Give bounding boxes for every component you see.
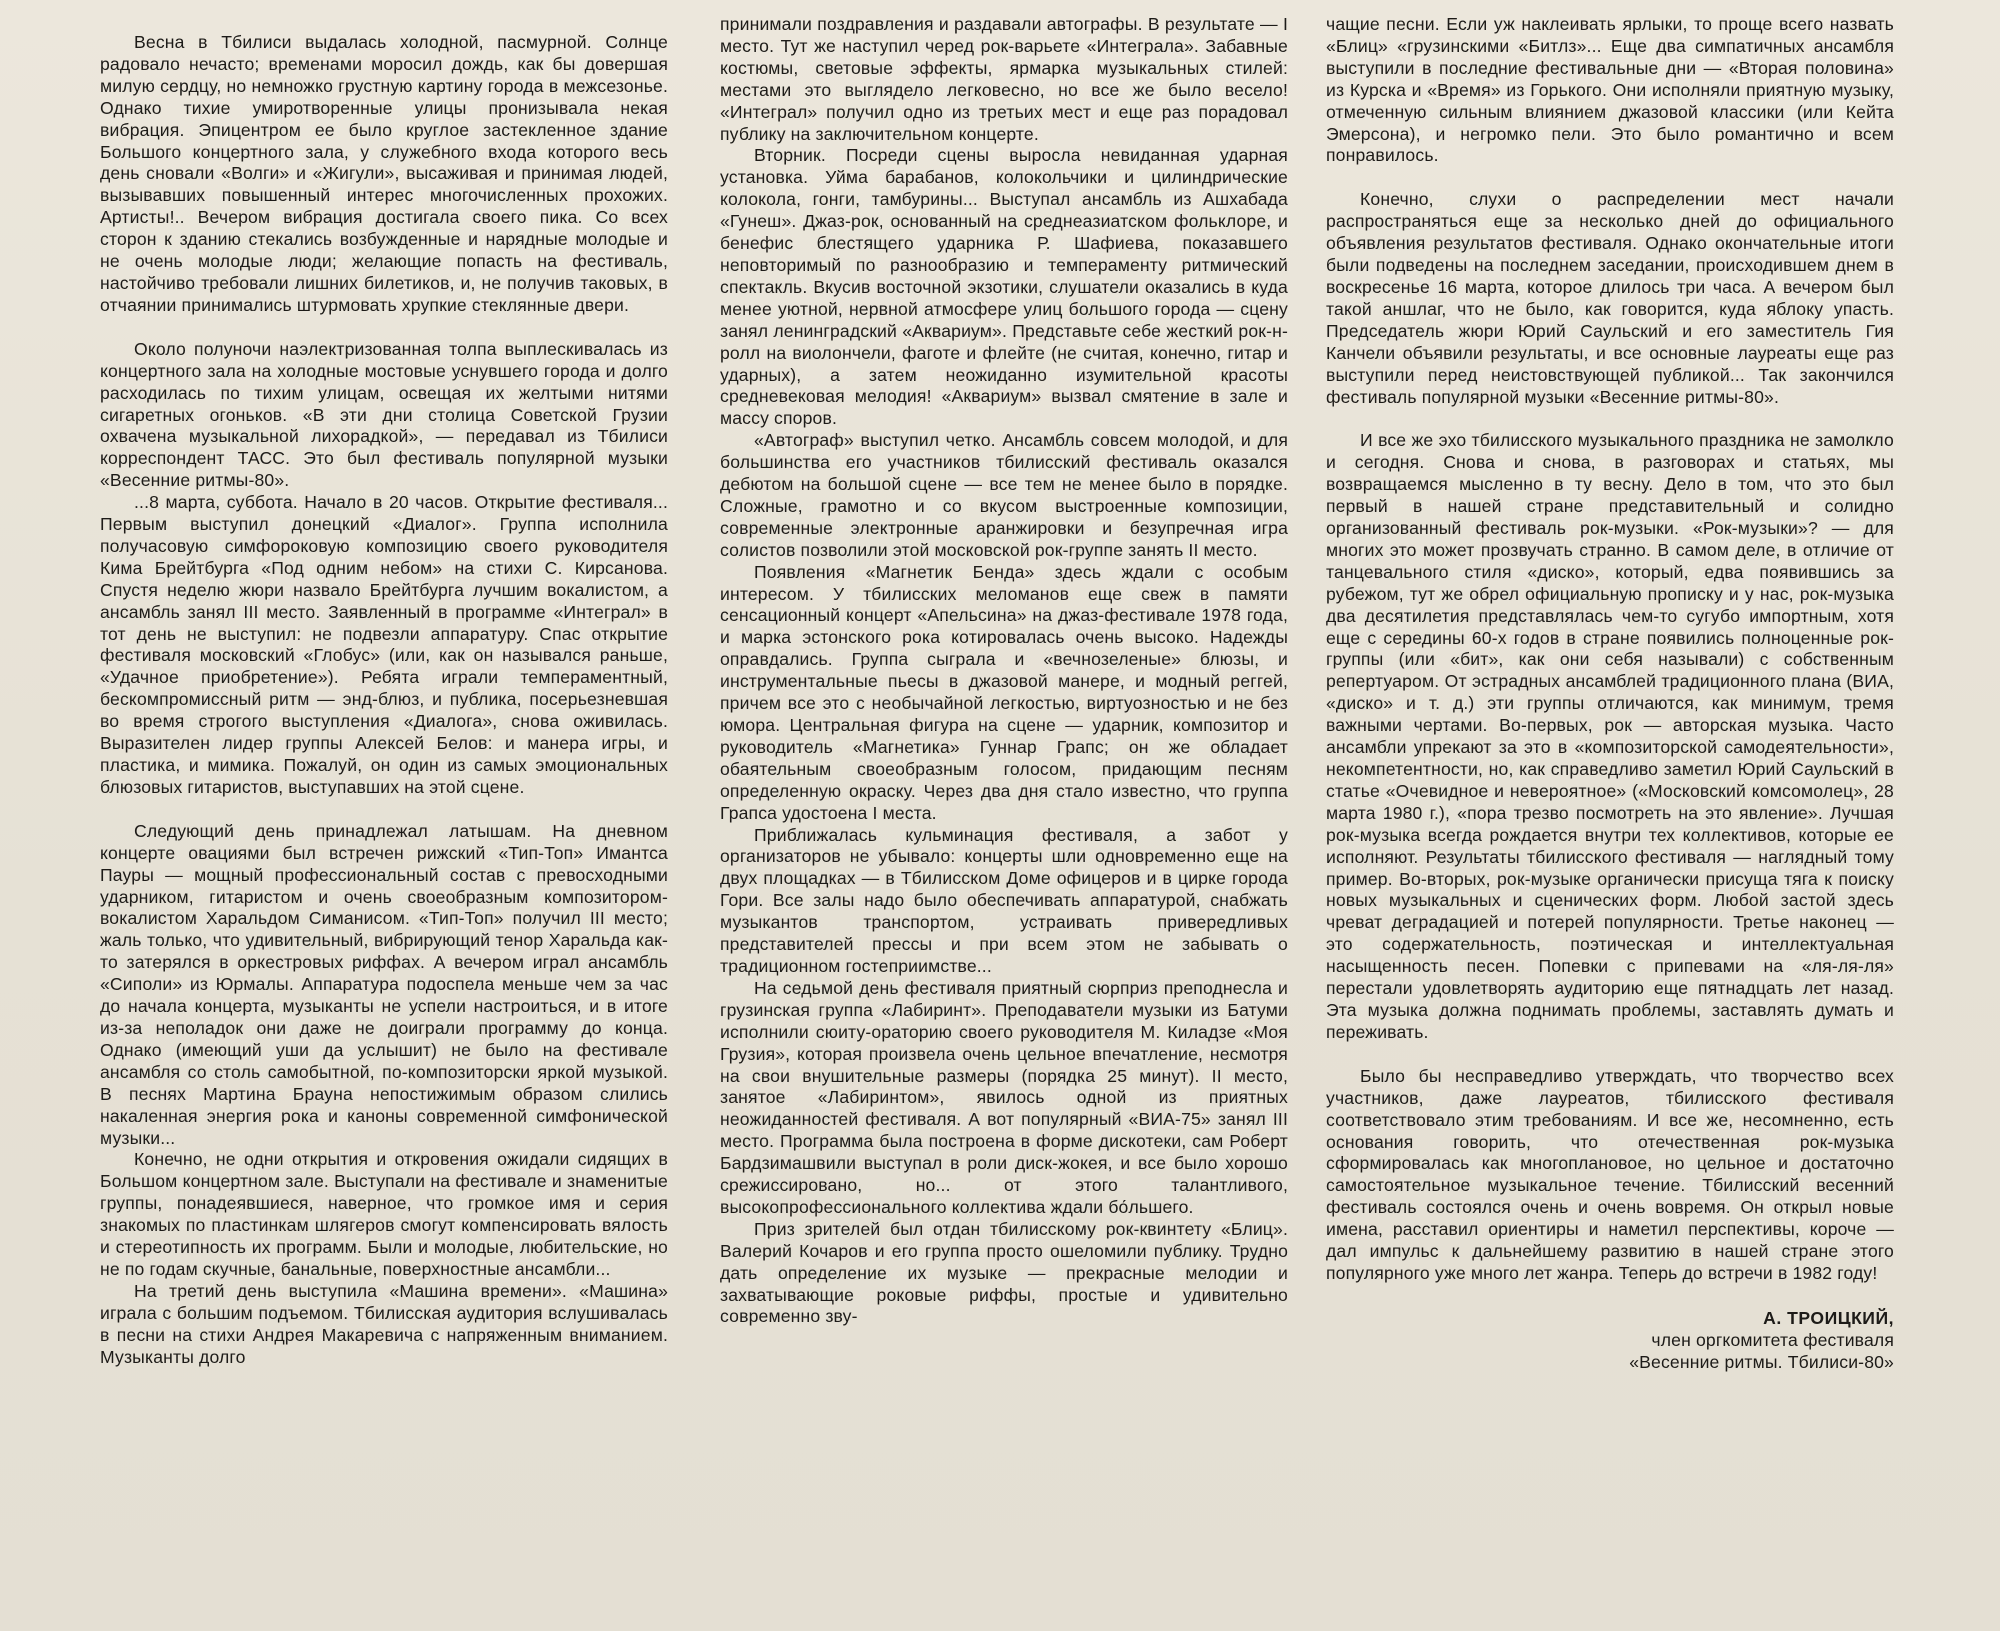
text-column-1 — [100, 32, 668, 1368]
paragraph: Появления «Магнетик Бенда» здесь ждали с особым интересом. У тбилисских меломанов еще свеж в памяти сенсационный концерт «Апельсина» на джаз-фестивале 1978 года, и марка эстонского рока котировалась очень высоко. Надежды оправдались. Группа сыграла и «вечнозеленые» блюзы, и инструментальные пьесы в джазовой манере, и модный реггей, причем все это с необычайной легкостью, виртуозностью и не без юмора. Центральная фигура на сцене — ударник, композитор и руководитель «Магнетика» Гуннар Грапс; он же обладает обаятельным своеобразным голосом, придающим песням определенную окраску. Через два дня стало известно, что группа Грапса удостоена I места. — [720, 561, 1288, 823]
paragraph: Весна в Тбилиси выдалась холодной, пасмурной. Солнце радовало нечасто; временами моросил дождь, как бы довершая милую сердцу, но немножко грустную картину города в межсезонье. Однако тихие умиротворенные улицы пронизывала некая вибрация. Эпицентром ее было круглое застекленное здание Большого концертного зала, у служебного входа которого весь день сновали «Волги» и «Жигули», высаживая и принимая людей, вызывавших повышенный интерес многочисленных прохожих. Артисты!.. Вечером вибрация достигала своего пика. Со всех сторон к зданию стекались возбужденные и нарядные молодые и не очень молодые люди; желающие попасть на фестиваль, настойчиво требовали лишних билетиков, и, не получив таковых, в отчаянии принимались штурмовать хрупкие стеклянные двери. — [100, 32, 668, 315]
text-column-2 — [720, 14, 1288, 1328]
paragraph: Приближалась кульминация фестиваля, а забот у организаторов не убывало: концерты шли одновременно еще на двух площадках — в Тбилисском Доме офицеров и в цирке города Гори. Все залы надо было обеспечивать аппаратурой, снабжать музыкантов транспортом, устраивать привередливых представителей прессы и при всем этом не забывать о традиционном гостеприимстве... — [720, 824, 1288, 976]
festival-name: «Весенние ритмы. Тбилиси-80» — [1629, 1351, 1894, 1372]
paragraph: Около полуночи наэлектризованная толпа выплескивалась из концертного зала на холодные мостовые уснувшего города и долго расходилась по тихим улицам, освещая их желтыми нитями сигаретных огоньков. «В эти дни столица Советской Грузии охвачена музыкальной лихорадкой», — передавал из Тбилиси корреспондент ТАСС. Это был фестиваль популярной музыки «Весенние ритмы-80». — [100, 338, 668, 491]
author-role: член оргкомитета фестиваля — [1651, 1329, 1894, 1350]
text-column-3 — [1326, 14, 1894, 1373]
paragraph: На третий день выступила «Машина времени». «Машина» играла с большим подъемом. Тбилисская аудитория вслушивалась в песни на стихи Андрея Макаревича с напряженным вниманием. Музыканты долго — [100, 1280, 668, 1367]
paragraph: ...8 марта, суббота. Начало в 20 часов. Открытие фестиваля... Первым выступил донецкий «Диалог». Группа исполнила получасовую симфороковую композицию своего руководителя Кима Брейтбурга «Под одним небом» на стихи С. Кирсанова. Спустя неделю жюри назвало Брейтбурга лучшим вокалистом, а ансамбль занял III место. Заявленный в программе «Интеграл» в тот день не выступил: не подвезли аппаратуру. Спас открытие фестиваля московский «Глобус» (или, как он назывался раньше, «Удачное приобретение»). Ребята играли темпераментный, бескомпромиссный ритм — энд-блюз, и публика, посерьезневшая во время строгого выступления «Диалога», снова оживилась. Выразителен лидер группы Алексей Белов: и манера игры, и пластика, и мимика. Пожалуй, он один из самых эмоциональных блюзовых гитаристов, выступавших на этой сцене. — [100, 492, 668, 797]
paragraph: принимали поздравления и раздавали автографы. В результате — I место. Тут же наступил черед рок-варьете «Интеграла». Забавные костюмы, световые эффекты, ярмарка музыкальных стилей: местами это выглядело легковесно, но все же было весело! «Интеграл» получил одно из третьих мест и еще раз порадовал публику на заключительном концерте. — [720, 14, 1288, 144]
paragraph: Вторник. Посреди сцены выросла невиданная ударная установка. Уйма барабанов, колокольчики и цилиндрические колокола, гонги, тамбурины... Выступал ансамбль из Ашхабада «Гунеш». Джаз-рок, основанный на среднеазиатском фольклоре, и бенефис блестящего ударника Р. Шафиева, показавшего неповторимый по разнообразию и темпераменту ритмический спектакль. Вкусив восточной экзотики, слушатели оказались в куда менее уютной, нервной атмосфере улиц большого города — сцену занял ленинградский «Аквариум». Представьте себе жесткий рок-н-ролл на виолончели, фаготе и флейте (не считая, конечно, гитар и ударных), а затем неожиданно изумительной красоты средневековая мелодия! «Аквариум» вызвал смятение в зале и массу споров. — [720, 145, 1288, 429]
paragraph: И все же эхо тбилисского музыкального праздника не замолкло и сегодня. Снова и снова, в разговорах и статьях, мы возвращаемся мысленно в ту весну. Дело в том, что это был первый в нашей стране представительный и солидно организованный фестиваль рок-музыки. «Рок-музыки»? — для многих это может прозвучать странно. В самом деле, в отличие от танцевального стиля «диско», который, едва появившись за рубежом, тут же обрел официальную прописку и у нас, рок-музыка два десятилетия представлялась чем-то сугубо импортным, хотя еще с середины 60-х годов в стране появились полноценные рок-группы (или «бит», как они себя называли) с собственным репертуаром. От эстрадных ансамблей традиционного плана (ВИА, «диско» и т. д.) эти группы отличаются, как минимум, тремя важными чертами. Во-первых, рок — авторская музыка. Часто ансамбли упрекают за это в «композиторской самодеятельности», некомпетентности, но, как справедливо заметил Юрий Саульский в статье «Очевидное и невероятное» («Московский комсомолец», 28 марта 1980 г.), «пора трезво посмотреть на это явление». Лучшая рок-музыка всегда рождается внутри тех коллективов, которые ее исполняют. Результаты тбилисского фестиваля — наглядный тому пример. Во-вторых, рок-музыке органически присуща тяга к поиску новых музыкальных и сценических форм. Любой застой здесь чреват деградацией и потерей популярности. Третье наконец — это содержательность, поэтическая и интеллектуальная насыщенность песен. Попевки с припевами на «ля-ля-ля» перестали удовлетворять аудиторию еще пятнадцать лет назад. Эта музыка должна поднимать проблемы, заставлять думать и переживать. — [1326, 430, 1894, 1042]
author-name: А. ТРОИЦКИЙ, — [1763, 1307, 1894, 1328]
paragraph: На седьмой день фестиваля приятный сюрприз преподнесла и грузинская группа «Лабиринт». Преподаватели музыки из Батуми исполнили сюиту-ораторию своего руководителя М. Киладзе «Моя Грузия», которая произвела очень цельное впечатление, несмотря на свои внушительные размеры (порядка 25 минут). II место, занятое «Лабиринтом», явилось одной из приятных неожиданностей фестиваля. А вот популярный «ВИА-75» занял III место. Программа была построена в форме дискотеки, сам Роберт Бардзимашвили выступал в роли диск-жокея, и все было хорошо срежиссировано, но... от этого талантливого, высокопрофессионального коллектива ждали бо́льшего. — [720, 977, 1288, 1217]
paragraph: чащие песни. Если уж наклеивать ярлыки, то проще всего назвать «Блиц» «грузинскими «Битлз»... Еще два симпатичных ансамбля выступили в последние фестивальные дни — «Вторая половина» из Курска и «Время» из Горького. Они исполняли приятную музыку, отмеченную сильным влиянием джазовой классики (или Кейта Эмерсона), и негромко пели. Это было романтично и всем понравилось. — [1326, 14, 1894, 166]
author-signature — [1326, 1307, 1894, 1373]
paragraph: Конечно, не одни открытия и откровения ожидали сидящих в Большом концертном зале. Выступали на фестивале и знаменитые группы, понадеявшиеся, наверное, что громкое имя и серия знакомых по пластинкам шлягеров смогут компенсировать вялость и стереотипность их программ. Были и молодые, любительские, но не по годам скучные, банальные, поверхностные ансамбли... — [100, 1149, 668, 1279]
paragraph: Следующий день принадлежал латышам. На дневном концерте овациями был встречен рижский «Тип-Топ» Имантса Пауры — мощный профессиональный состав с превосходными ударником, гитаристом и очень своеобразным композитором-вокалистом Харальдом Симанисом. «Тип-Топ» получил III место; жаль только, что удивительный, вибрирующий тенор Харальда как-то затерялся в оркестровых риффах. А вечером играл ансамбль «Сиполи» из Юрмалы. Аппаратура подоспела меньше чем за час до начала концерта, музыканты не успели настроиться, и в итоге из-за неполадок они даже не доиграли программу до конца. Однако (имеющий уши да услышит) не было на фестивале ансамбля со столь самобытной, по-композиторски яркой музыкой. В песнях Мартина Брауна непостижимым образом слились накаленная энергия рока и каноны современной симфонической музыки... — [100, 820, 668, 1148]
paragraph: Конечно, слухи о распределении мест начали распространяться еще за несколько дней до официального объявления результатов фестиваля. Однако окончательные итоги были подведены на последнем заседании, происходившем днем в воскресенье 16 марта, которое длилось три часа. А вечером был такой аншлаг, что не было, как говорится, куда яблоку упасть. Председатель жюри Юрий Саульский и его заместитель Гия Канчели объявили результаты, и все основные лауреаты еще раз выступили перед неистовствующей публикой... Так закончился фестиваль популярной музыки «Весенние ритмы-80». — [1326, 189, 1894, 407]
paragraph: Было бы несправедливо утверждать, что творчество всех участников, даже лауреатов, тбилисского фестиваля соответствовало этим требованиям. И все же, несомненно, есть основания говорить, что отечественная рок-музыка сформировалась как многоплановое, но цельное и достаточно самостоятельное музыкальное течение. Тбилисский весенний фестиваль состоялся очень и очень вовремя. Он открыл новые имена, расставил ориентиры и наметил перспективы, короче — дал импульс к дальнейшему развитию в нашей стране этого популярного уже много лет жанра. Теперь до встречи в 1982 году! — [1326, 1065, 1894, 1283]
paragraph: «Автограф» выступил четко. Ансамбль совсем молодой, и для большинства его участников тбилисский фестиваль оказался дебютом на большой сцене — все тем не менее было в порядке. Сложные, грамотно и со вкусом выстроенные композиции, современные электронные аранжировки и безупречная игра солистов позволили этой московской рок-группе занять II место. — [720, 430, 1288, 560]
paragraph: Приз зрителей был отдан тбилисскому рок-квинтету «Блиц». Валерий Кочаров и его группа просто ошеломили публику. Трудно дать определение их музыке — прекрасные мелодии и захватывающие роковые риффы, простые и удивительно современно зву- — [720, 1218, 1288, 1327]
